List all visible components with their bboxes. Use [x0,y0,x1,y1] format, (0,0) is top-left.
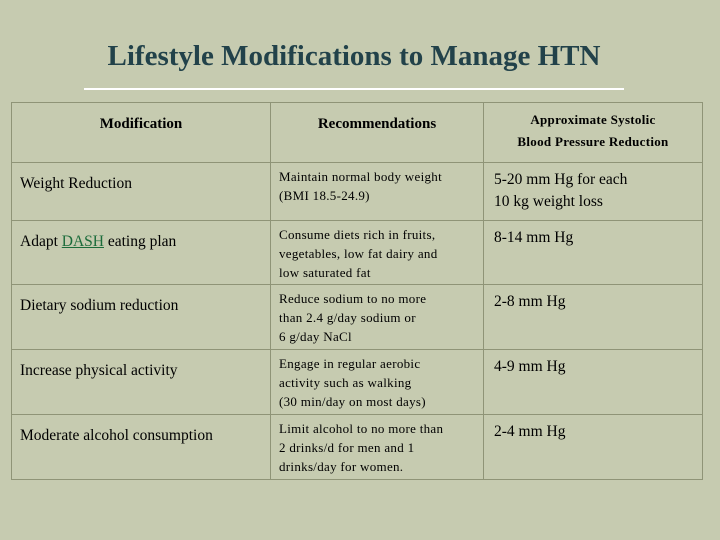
recommendation-line: 2 drinks/d for men and 1 [279,440,415,455]
reduction-line: 2-8 mm Hg [494,293,566,310]
modification-cell [12,415,271,480]
reduction-cell [484,163,703,221]
modification-text: Adapt [20,233,62,250]
table-row [12,163,703,221]
header-reduction-line2: Blood Pressure Reduction [517,134,669,149]
recommendation-cell [271,221,484,285]
recommendation-line: Consume diets rich in fruits, [279,227,436,242]
recommendation-line: Limit alcohol to no more than [279,421,444,436]
recommendation-cell [271,350,484,415]
recommendation-cell [271,285,484,350]
header-reduction-line1: Approximate Systolic [530,112,656,127]
reduction-cell [484,415,703,480]
table-row [12,415,703,480]
modification-text: Increase physical activity [20,362,178,379]
table-header-row [12,103,703,163]
recommendation-line: low saturated fat [279,265,371,280]
modifications-table [11,102,703,480]
modification-text: Moderate alcohol consumption [20,427,213,444]
recommendation-cell [271,415,484,480]
table-row [12,221,703,285]
modification-cell [12,221,271,285]
reduction-line: 2-4 mm Hg [494,423,566,440]
table-row [12,285,703,350]
modification-cell [12,163,271,221]
recommendation-line: than 2.4 g/day sodium or [279,310,416,325]
header-modification: Modification [12,103,271,163]
recommendation-line: Engage in regular aerobic [279,356,421,371]
dash-link[interactable]: DASH [61,233,104,250]
header-recommendations: Recommendations [271,103,484,163]
modification-text: Weight Reduction [20,175,132,192]
reduction-line: 10 kg weight loss [494,193,603,210]
table-row [12,350,703,415]
header-reduction [484,103,703,163]
reduction-line: 5-20 mm Hg for each [494,171,628,188]
recommendation-line: vegetables, low fat dairy and [279,246,438,261]
reduction-cell [484,350,703,415]
recommendation-line: (BMI 18.5-24.9) [279,188,370,203]
recommendation-line: Maintain normal body weight [279,169,442,184]
modification-cell [12,285,271,350]
slide-title: Lifestyle Modifications to Manage HTN [107,40,601,72]
recommendation-line: activity such as walking [279,375,412,390]
reduction-line: 8-14 mm Hg [494,229,574,246]
modification-text: eating plan [103,233,177,250]
reduction-line: 4-9 mm Hg [494,358,566,375]
recommendation-cell [271,163,484,221]
recommendation-line: (30 min/day on most days) [279,394,426,409]
title-underline [84,88,624,90]
recommendation-line: 6 g/day NaCl [279,329,352,344]
reduction-cell [484,285,703,350]
modification-cell [12,350,271,415]
recommendation-line: Reduce sodium to no more [279,291,427,306]
modification-text: Dietary sodium reduction [20,297,179,314]
reduction-cell [484,221,703,285]
recommendation-line: drinks/day for women. [279,459,404,474]
